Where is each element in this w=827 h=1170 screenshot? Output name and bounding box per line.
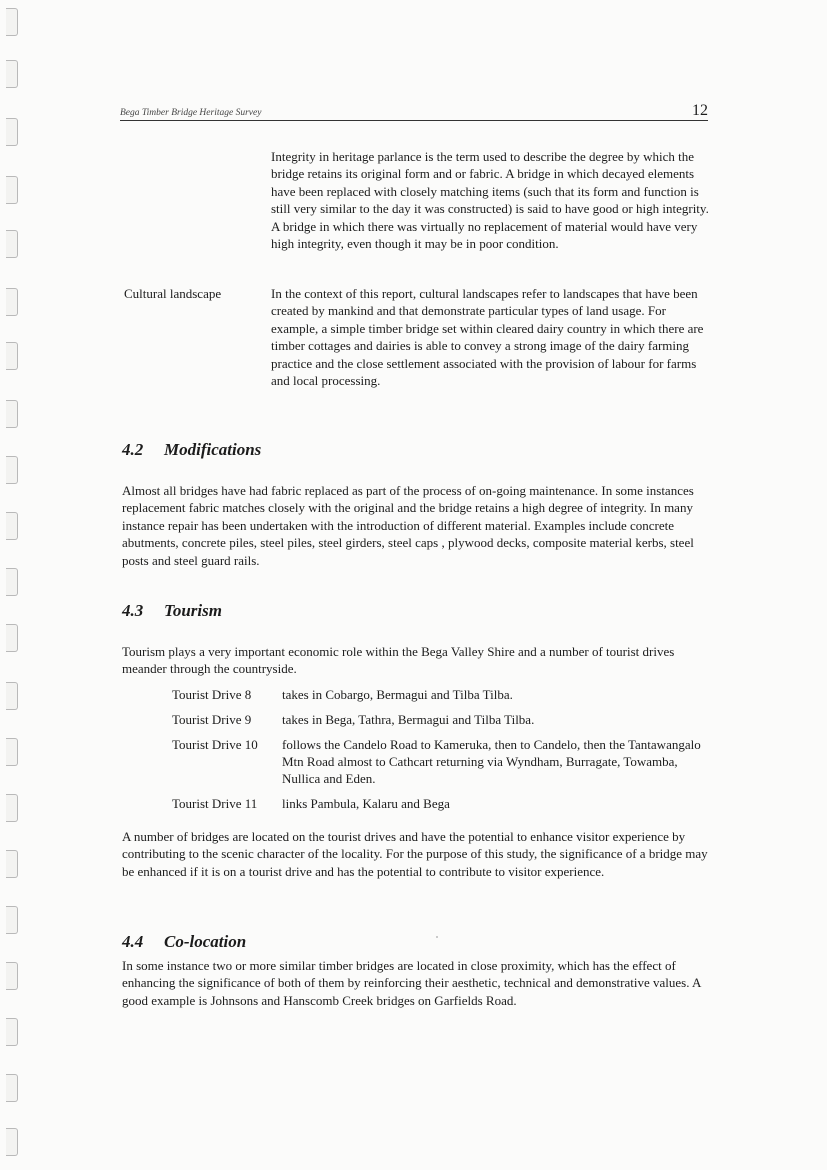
running-title: Bega Timber Bridge Heritage Survey [120,108,262,118]
section-heading-co-location [122,932,246,952]
drive-name: Tourist Drive 9 [172,711,252,727]
binding-hole [6,342,18,370]
co-location-paragraph: In some instance two or more similar timber bridges are located in close proximity, which has the effect of enhancing the significance of both of them by reinforcing their aesthetic, technical and demonstrative values. A good example is Johnsons and Hanscomb Creek bridges on Garfields Road. [122,958,701,1008]
binding-hole [6,794,18,822]
section-title: Modifications [164,440,262,459]
list-item [172,795,712,812]
binding-hole [6,624,18,652]
binding-hole [6,906,18,934]
list-item [172,736,712,788]
section-number: 4.3 [122,601,144,620]
integrity-definition: Integrity in heritage parlance is the term used to describe the degree by which the bridge retains its original form and or fabric. A bridge in which decayed elements have been replaced with closely matching items (such that its form and function is still very similar to the day it was constructed) is said to have good or high integrity. A bridge in which there was virtually no replacement of material would have very high integrity, even though it may be in poor condition. [271,149,709,252]
section-heading-tourism [122,601,222,621]
section-title: Tourism [164,601,222,620]
binding-hole [6,512,18,540]
section-number: 4.4 [122,932,144,951]
binding-hole [6,568,18,596]
modifications-paragraph: Almost all bridges have had fabric replaced as part of the process of on-going maintenance. In some instances replacement fabric matches closely with the original and the bridge retains a high degree of integrity. In many instance repair has been undertaken with the introduction of different material. Examples include concrete abutments, concrete piles, steel piles, steel girders, steel caps , plywood decks, composite material kerbs, steel posts and steel guard rails. [122,483,694,568]
binding-hole [6,1018,18,1046]
binding-hole [6,850,18,878]
binding-hole [6,400,18,428]
binding-hole [6,176,18,204]
cultural-landscape-definition: In the context of this report, cultural landscapes refer to landscapes that have been created by mankind and that demonstrate particular types of land usage. For example, a simple timber bridge set within cleared dairy country in which there are timber cottages and dairies is able to convey a strong image of the dairy farming practice and the close settlement associated with the provision of labour for farms and local processing. [271,286,704,389]
binding-hole [6,738,18,766]
section-heading-modifications [122,440,261,460]
binding-hole [6,8,18,36]
drive-description: follows the Candelo Road to Kameruka, then to Candelo, then the Tantawangalo Mtn Road almost to Cathcart returning via Wyndham, Burragate, Towamba, Nullica and Eden. [282,736,701,787]
tourism-outro-paragraph: A number of bridges are located on the tourist drives and have the potential to enhance visitor experience by contributing to the scenic character of the locality. For the purpose of this study, the significance of a bridge may be enhanced if it is on a tourist drive and has the potential to contribute to visitor experience. [122,829,708,879]
binding-hole [6,1074,18,1102]
page-number: 12 [692,102,708,119]
binding-hole [6,962,18,990]
drive-name: Tourist Drive 11 [172,796,258,812]
list-item [172,686,712,703]
drive-description: takes in Bega, Tathra, Bermagui and Tilba Tilba. [282,711,535,727]
binding-hole [6,456,18,484]
binding-hole [6,230,18,258]
tourist-drives-list [172,686,712,820]
list-item [172,711,712,728]
section-number: 4.2 [122,440,144,459]
running-header [120,100,708,121]
tourism-intro-paragraph: Tourism plays a very important economic role within the Bega Valley Shire and a number of tourist drives meander through the countryside. [122,644,675,677]
drive-name: Tourist Drive 10 [172,736,258,752]
drive-description: links Pambula, Kalaru and Bega [282,796,450,812]
binding-hole [6,118,18,146]
drive-name: Tourist Drive 8 [172,687,252,702]
scan-speck [436,936,438,938]
binding-hole [6,288,18,316]
binding-hole [6,1128,18,1156]
drive-description: takes in Cobargo, Bermagui and Tilba Tilba. [282,687,513,702]
section-title: Co-location [164,932,247,951]
binding-holes [6,0,20,1170]
binding-hole [6,682,18,710]
cultural-landscape-term: Cultural landscape [124,286,222,301]
binding-hole [6,60,18,88]
